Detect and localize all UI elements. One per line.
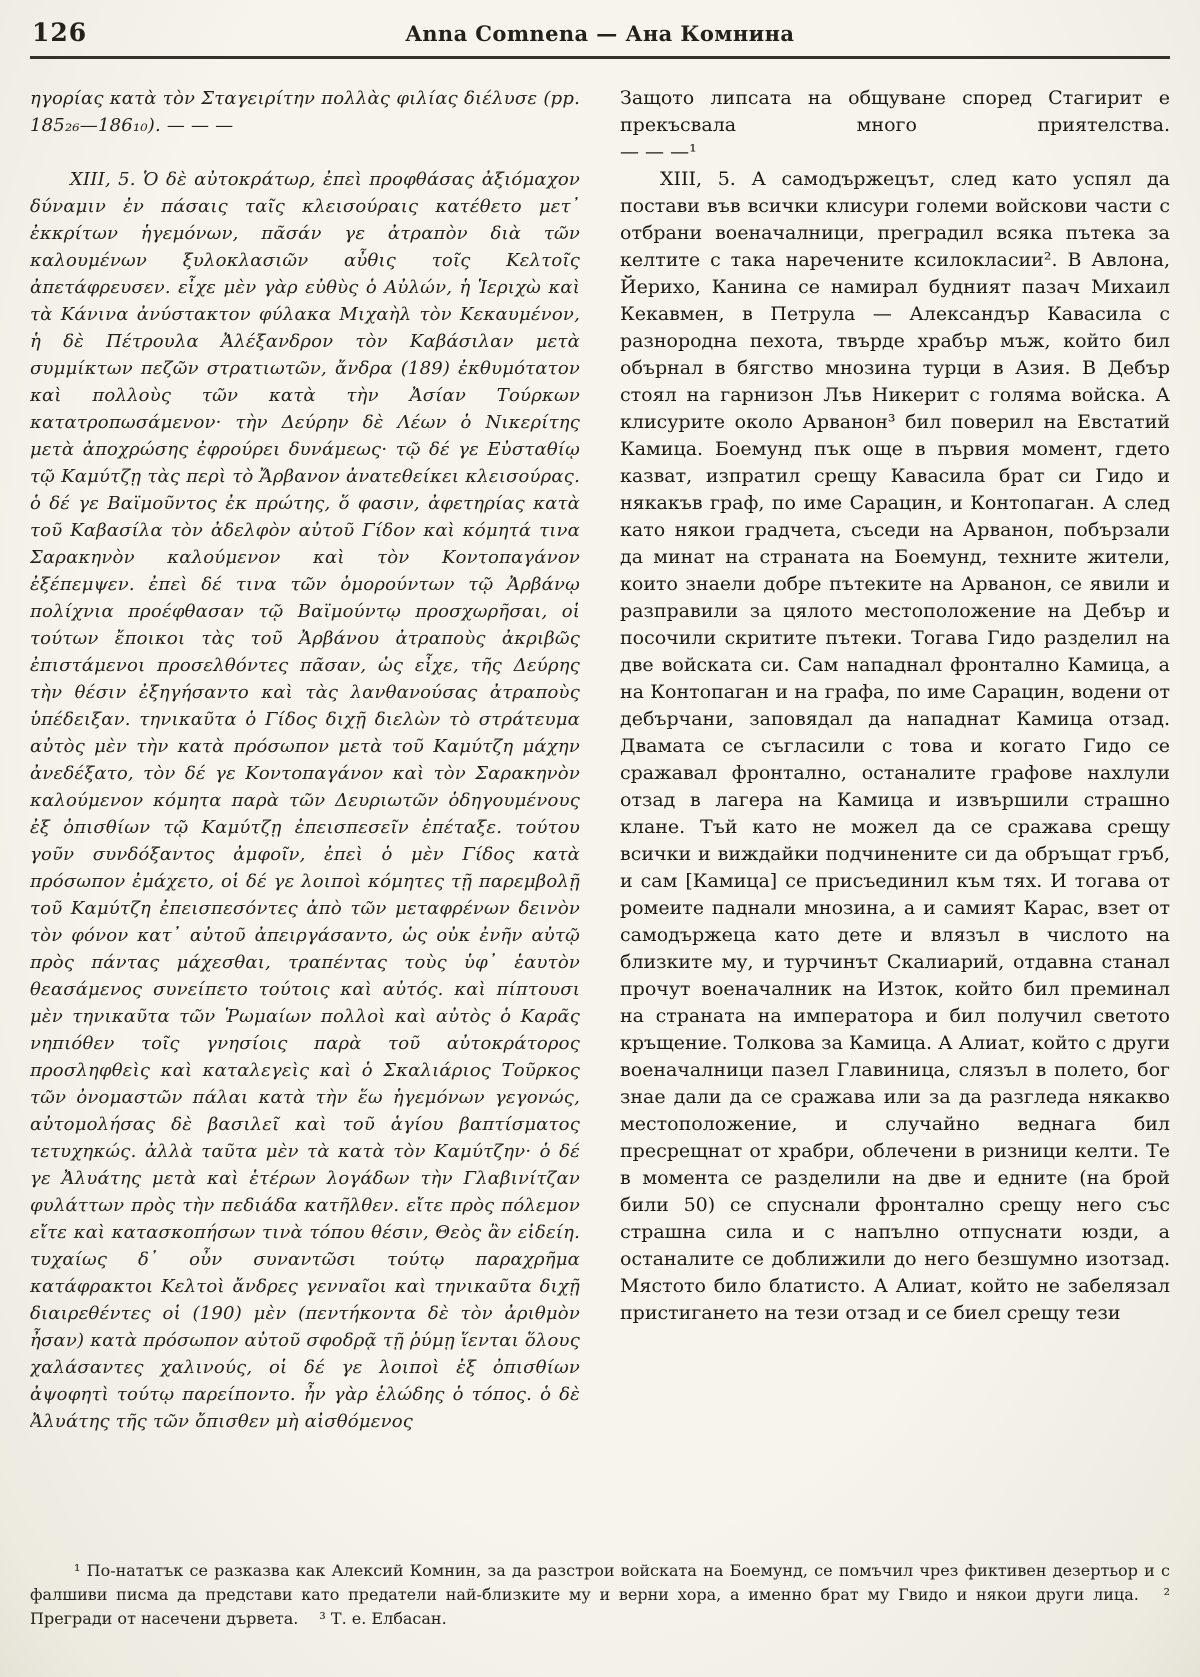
bulgarian-continuation-paragraph: Защото липсата на общуване според Стагирит е прекъсвала много приятелства.	[620, 87, 1170, 136]
greek-continuation-paragraph: ηγορίας κατὰ τὸν Σταγειρίτην πολλὰς φιλίας διέλυσε (pp. 185₂₆—186₁₀). — — —	[30, 88, 580, 136]
bulgarian-column	[620, 85, 1170, 1485]
footnote-3: ³ Т. е. Елбасан.	[319, 1609, 447, 1628]
footnote-paragraph	[30, 1559, 1170, 1631]
footnotes-section	[30, 1559, 1170, 1631]
page-number: 126	[32, 18, 88, 47]
text-columns	[30, 85, 1170, 1485]
greek-column	[30, 85, 580, 1485]
footnote-1: ¹ По-нататък се разказва как Алексий Комнин, за да разстрои войската на Боемунд, се помъчил чрез фиктивен дезертьор и с фалшиви писма да представи като предатели най-близките му и верни хора, а именно брат му Гвидо и някои други лица.	[30, 1561, 1170, 1604]
page-header	[30, 16, 1170, 52]
header-rule	[30, 56, 1170, 59]
section-break-dashes: — — —¹	[620, 141, 697, 163]
greek-section-paragraph: XIII, 5. Ὁ δὲ αὐτοκράτωρ, ἐπεὶ προφθάσας ἀξιόμαχον δύναμιν ἐν πάσαις ταῖς κλεισούραις κατέθετο μετ᾽ ἐκκρίτων ἡγεμόνων, πᾶσάν γε ἀτραπὸν διὰ τῶν καλουμένων ξυλοκλασιῶν αὖθις τοῖς Κελτοῖς ἀπετάφρευσεν. εἶχε μὲν γὰρ εὐθὺς ὁ Αὐλών, ἡ Ἱεριχὼ καὶ τὰ Κάνινα ἀνύστακτον φύλακα Μιχαὴλ τὸν Κεκαυμένον, ἡ δὲ Πέτρουλα Ἀλέξανδρον τὸν Καβάσιλαν μετὰ συμμίκτων πεζῶν στρατιωτῶν, ἄνδρα (189) ἐκθυμότατον καὶ πολλοὺς τῶν κατὰ τὴν Ἀσίαν Τούρκων κατατροπωσάμενον· τὴν Δεύρην δὲ Λέων ὁ Νικερίτης μετὰ ἀποχρώσης ἐφρούρει δυνάμεως· τῷ δέ γε Εὐσταθίῳ τῷ Καμύτζῃ τὰς περὶ τὸ Ἄρβανον ἀνατεθείκει κλεισούρας. ὁ δέ γε Βαϊμοῦντος ἐκ πρώτης, ὅ φασιν, ἀφετηρίας κατὰ τοῦ Καβασίλα τὸν ἀδελφὸν αὐτοῦ Γίδον καὶ κόμητά τινα Σαρακηνὸν καλούμενον καὶ τὸν Κοντοπαγάνον ἐξέπεμψεν. ἐπεὶ δέ τινα τῶν ὁμορούντων τῷ Ἀρβάνῳ πολίχνια προέφθασαν τῷ Βαϊμούντῳ προσχωρῆσαι, οἱ τούτων ἔποικοι τὰς τοῦ Ἀρβάνου ἀτραποὺς ἀκριβῶς ἐπιστάμενοι προσελθόντες πᾶσαν, ὡς εἶχε, τῆς Δεύρης τὴν θέσιν ἐξηγήσαντο καὶ τὰς λανθανούσας ἀτραποὺς ὑπέδειξαν. τηνικαῦτα ὁ Γίδος διχῇ διελὼν τὸ στράτευμα αὐτὸς μὲν τὴν κατὰ πρόσωπον μετὰ τοῦ Καμύτζη μάχην ἀνεδέξατο, τὸν δέ γε Κοντοπαγάνον καὶ τὸν Σαρακηνὸν καλούμενον κόμητα παρὰ τῶν Δευριωτῶν ὁδηγουμένους ἐξ ὀπισθίων τῷ Καμύτζῃ ἐπεισπεσεῖν ἐπέταξε. τούτου γοῦν συνδόξαντος ἀμφοῖν, ἐπεὶ ὁ μὲν Γίδος κατὰ πρόσωπον ἐμάχετο, οἱ δέ γε λοιποὶ κόμητες τῇ παρεμβολῇ τοῦ Καμύτζη ἐπεισπεσόντες ἀπὸ τῶν μεταφρένων δεινὸν τὸν φόνον κατ᾽ αὐτοῦ ἀπειργάσαντο, ὡς οὐκ ἐνῆν αὐτῷ πρὸς πάντας μάχεσθαι, τραπέντας τοὺς ὑφ᾽ ἑαυτὸν θεασάμενος συνείπετο τούτοις καὶ αὐτός. καὶ πίπτουσι μὲν τηνικαῦτα τῶν Ῥωμαίων πολλοὶ καὶ αὐτὸς ὁ Καρᾶς νηπιόθεν τοῖς γνησίοις παρὰ τοῦ αὐτοκράτορος προσληφθεὶς καὶ καταλεγεὶς καὶ ὁ Σκαλιάριος Τοῦρκος τῶν ὀνομαστῶν πάλαι κατὰ τὴν ἕω ἡγεμόνων γεγονώς, αὐτομολήσας δὲ βασιλεῖ καὶ τοῦ ἁγίου βαπτίσματος τετυχηκώς. ἀλλὰ ταῦτα μὲν τὰ κατὰ τὸν Καμύτζην· ὁ δέ γε Ἀλυάτης μετὰ καὶ ἑτέρων λογάδων τὴν Γλαβινίτζαν φυλάττων πρὸς τὴν πεδιάδα κατῆλθεν. εἴτε πρὸς πόλεμον εἴτε καὶ κατασκοπήσων τινὰ τόπου θέσιν, Θεὸς ἂν εἰδείη. τυχαίως δ᾽ οὖν συναντῶσι τούτῳ παραχρῆμα κατάφρακτοι Κελτοὶ ἄνδρες γενναῖοι καὶ τηνικαῦτα διχῇ διαιρεθέντες οἱ (190) μὲν (πεντήκοντα δὲ τὸν ἀριθμὸν ἦσαν) κατὰ πρόσωπον αὐτοῦ σφοδρᾷ τῇ ῥύμῃ ἵενται ὅλους χαλάσαντες χαλινούς, οἱ δέ γε λοιποὶ ἐξ ὀπισθίων ἀψοφητὶ τούτῳ παρείποντο. ἦν γὰρ ἑλώδης ὁ τόπος. ὁ δὲ Ἀλυάτης τῆς τῶν ὄπισθεν μὴ αἰσθόμενος	[30, 169, 580, 1432]
footnote-2: ² Прегради от насечени дървета.	[30, 1585, 1170, 1628]
running-title: Anna Comnena — Ана Комнина	[405, 21, 795, 46]
bulgarian-section-paragraph: XIII, 5. А самодържецът, след като успял да постави във всички клисури големи войскови части с отбрани военачалници, преградил всяка пътека за келтите с така наречените ксилокласии². В Авлона, Йерихо, Канина се намирал будният пазач Михаил Кекавмен, в Петрула — Александър Кавасила с разнородна пехота, твърде храбър мъж, който бил обърнал в бягство мнозина турци в Азия. В Дебър стоял на гарнизон Лъв Никерит с голяма войска. А клисурите около Арванон³ бил поверил на Евстатий Камица. Боемунд пък още в първия момент, гдето казват, изпратил срещу Кавасила брат си Гидо и някакъв граф, по име Сарацин, и Контопаган. А след като някои градчета, съседи на Арванон, побързали да минат на страната на Боемунд, техните жители, които знаели добре пътеките на Арванон, се явили и разправили за цялото местоположение на Дебър и посочили скритите пътеки. Тогава Гидо разделил на две войската си. Сам нападнал фронтално Камица, а на Контопаган и на графа, по име Сарацин, водени от дебърчани, заповядал да нападнат Камица отзад. Двамата се съгласили с това и когато Гидо се сражавал фронтално, останалите графове нахлули отзад в лагера на Камица и извършили страшно клане. Тъй като не можел да се сражава срещу всички и виждайки подчинените си да обръщат гръб, и сам [Камица] се присъединил към тях. И тогава от ромеите паднали мнозина, а и самият Карас, взет от самодържеца като дете и влязъл в числото на близките му, и турчинът Скалиарий, отдавна станал прочут военачалник на Изток, който бил преминал на страната на императора и бил получил светото кръщение. Толкова за Камица. А Алиат, който с други военачалници пазел Главиница, слязъл в полето, бог знае дали да се сражава или за да разгледа някакво местоположение, и случайно веднага бил пресрещнат от храбри, облечени в ризници келти. Те в момента се разделили на две и едните (на брой били 50) се спуснали фронтално срещу него със страшна сила и с напълно отпуснати юзди, а останалите се доближили до него безшумно изотзад. Мястото било блатисто. А Алиат, който не забелязал пристигането на тези отзад и се биел срещу тези	[620, 168, 1170, 1324]
